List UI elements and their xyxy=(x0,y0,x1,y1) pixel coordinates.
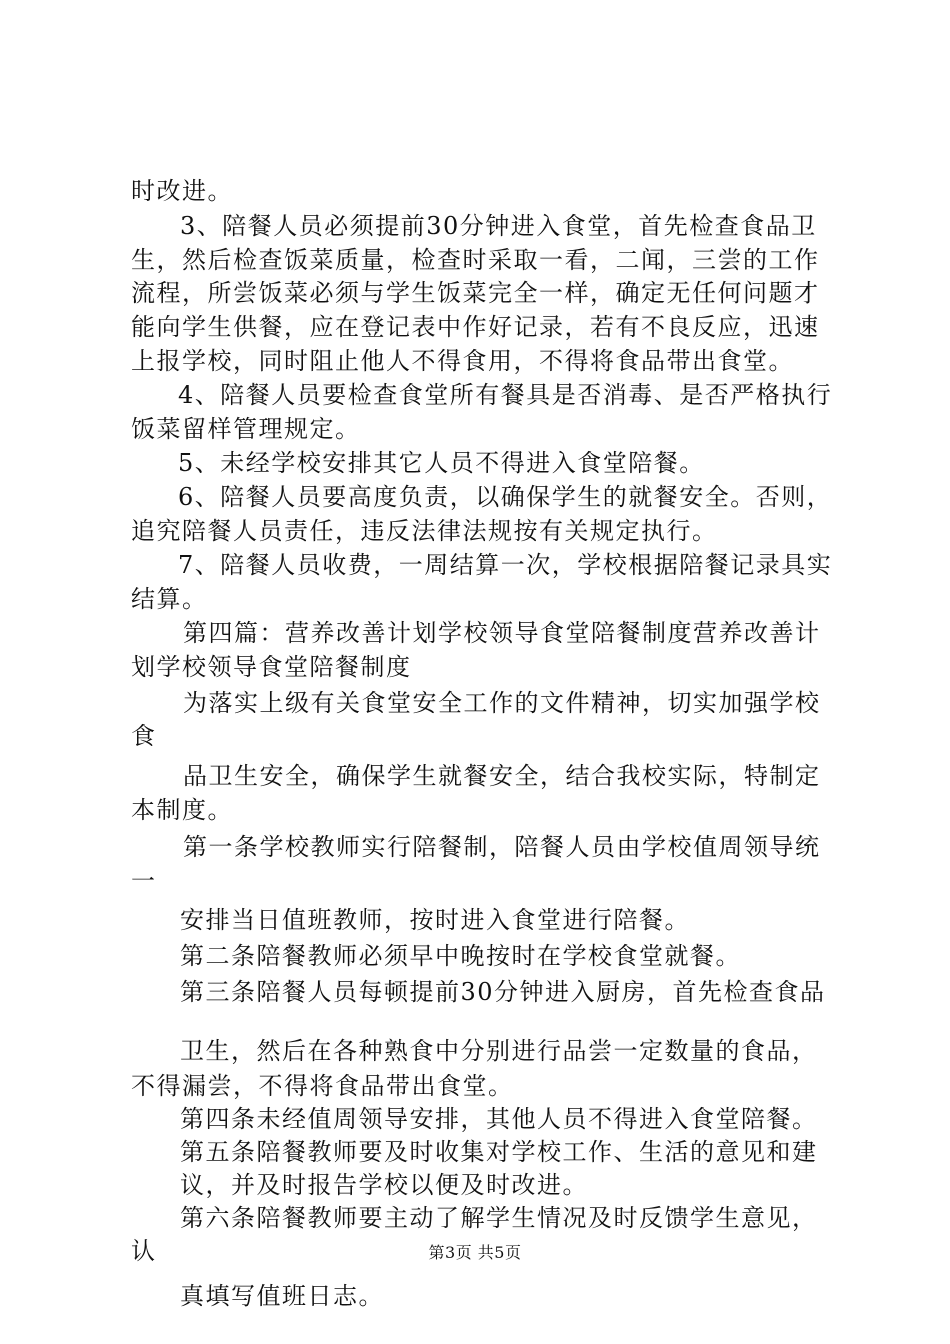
text-line: 划学校领导食堂陪餐制度 xyxy=(131,653,412,681)
text-line: 3、陪餐人员必须提前30分钟进入食堂，首先检查食品卫 xyxy=(180,212,817,240)
text-line: 安排当日值班教师，按时进入食堂进行陪餐。 xyxy=(180,906,690,934)
text-line: 卫生，然后在各种熟食中分别进行品尝一定数量的食品， xyxy=(180,1037,818,1065)
text-line: 本制度。 xyxy=(131,796,233,824)
text-line: 生，然后检查饭菜质量，检查时采取一看，二闻，三尝的工作 xyxy=(131,246,820,274)
text-line: 追究陪餐人员责任，违反法律法规按有关规定执行。 xyxy=(131,517,718,545)
text-line: 6、陪餐人员要高度负责，以确保学生的就餐安全。否则， xyxy=(178,483,833,511)
text-line: 第二条陪餐教师必须早中晚按时在学校食堂就餐。 xyxy=(180,942,741,970)
text-line: 流程，所尝饭菜必须与学生饭菜完全一样，确定无任何问题才 xyxy=(131,279,820,307)
text-line: 4、陪餐人员要检查食堂所有餐具是否消毒、是否严格执行 xyxy=(178,381,833,409)
text-line: 第六条陪餐教师要主动了解学生情况及时反馈学生意见， xyxy=(180,1204,818,1232)
text-line: 饭菜留样管理规定。 xyxy=(131,415,361,443)
text-line: 7、陪餐人员收费，一周结算一次，学校根据陪餐记录具实 xyxy=(178,551,833,579)
text-line: 品卫生安全，确保学生就餐安全，结合我校实际，特制定 xyxy=(183,762,821,790)
text-line: 第四篇：营养改善计划学校领导食堂陪餐制度营养改善计 xyxy=(183,619,821,647)
text-line: 为落实上级有关食堂安全工作的文件精神，切实加强学校 xyxy=(183,689,821,717)
text-line: 真填写值班日志。 xyxy=(180,1282,384,1310)
text-line: 能向学生供餐，应在登记表中作好记录，若有不良反应，迅速 xyxy=(131,313,820,341)
text-line: 食 xyxy=(131,722,157,750)
text-line: 第一条学校教师实行陪餐制，陪餐人员由学校值周领导统 xyxy=(183,833,821,861)
text-line: 上报学校，同时阻止他人不得食用，不得将食品带出食堂。 xyxy=(131,347,794,375)
text-line: 第三条陪餐人员每顿提前30分钟进入厨房，首先检查食品 xyxy=(180,978,826,1006)
text-line: 议，并及时报告学校以便及时改进。 xyxy=(180,1171,588,1199)
text-line: 第五条陪餐教师要及时收集对学校工作、生活的意见和建 xyxy=(180,1138,818,1166)
text-line: 一 xyxy=(131,867,157,895)
text-line: 第四条未经值周领导安排，其他人员不得进入食堂陪餐。 xyxy=(180,1105,818,1133)
text-line: 5、未经学校安排其它人员不得进入食堂陪餐。 xyxy=(178,449,705,477)
text-line: 不得漏尝，不得将食品带出食堂。 xyxy=(131,1072,514,1100)
text-line: 时改进。 xyxy=(131,177,233,205)
text-line: 认 xyxy=(131,1237,157,1265)
text-line: 结算。 xyxy=(131,585,208,613)
page-footer: 第3页 共5页 xyxy=(428,1243,522,1262)
